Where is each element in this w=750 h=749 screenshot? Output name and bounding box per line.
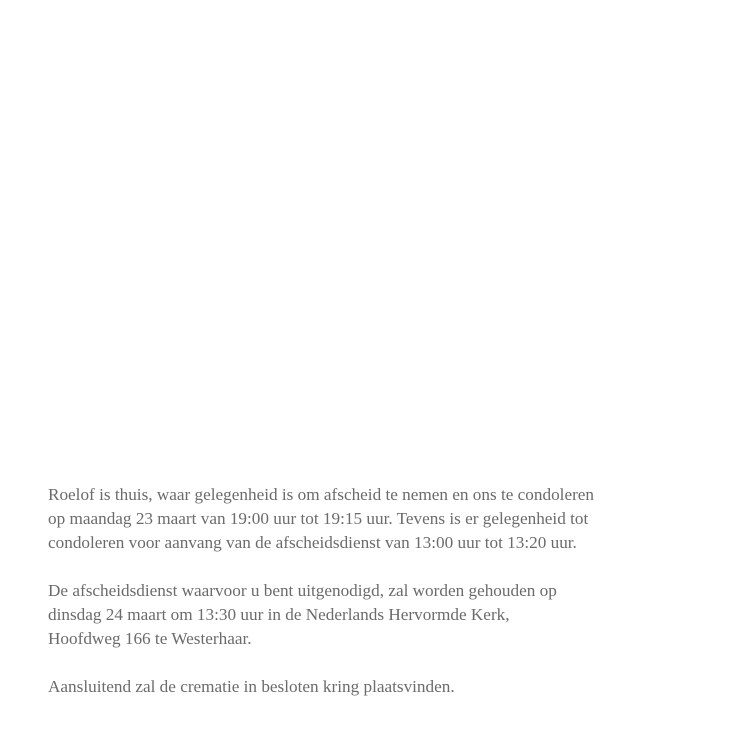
card-text <box>48 483 708 699</box>
text-line: De afscheidsdienst waarvoor u bent uitgenodigd, zal worden gehouden op <box>48 581 557 600</box>
paragraph-cremation <box>48 675 708 699</box>
paragraph-service <box>48 579 708 651</box>
text-line: Hoofdweg 166 te Westerhaar. <box>48 629 252 648</box>
text-line: op maandag 23 maart van 19:00 uur tot 19:15 uur. Tevens is er gelegenheid tot <box>48 509 589 528</box>
text-line: Aansluitend zal de crematie in besloten kring plaatsvinden. <box>48 677 455 696</box>
paragraph-condolence <box>48 483 708 555</box>
text-line: Roelof is thuis, waar gelegenheid is om afscheid te nemen en ons te condoleren <box>48 485 595 504</box>
text-line: condoleren voor aanvang van de afscheidsdienst van 13:00 uur tot 13:20 uur. <box>48 533 577 552</box>
text-line: dinsdag 24 maart om 13:30 uur in de Nederlands Hervormde Kerk, <box>48 605 510 624</box>
